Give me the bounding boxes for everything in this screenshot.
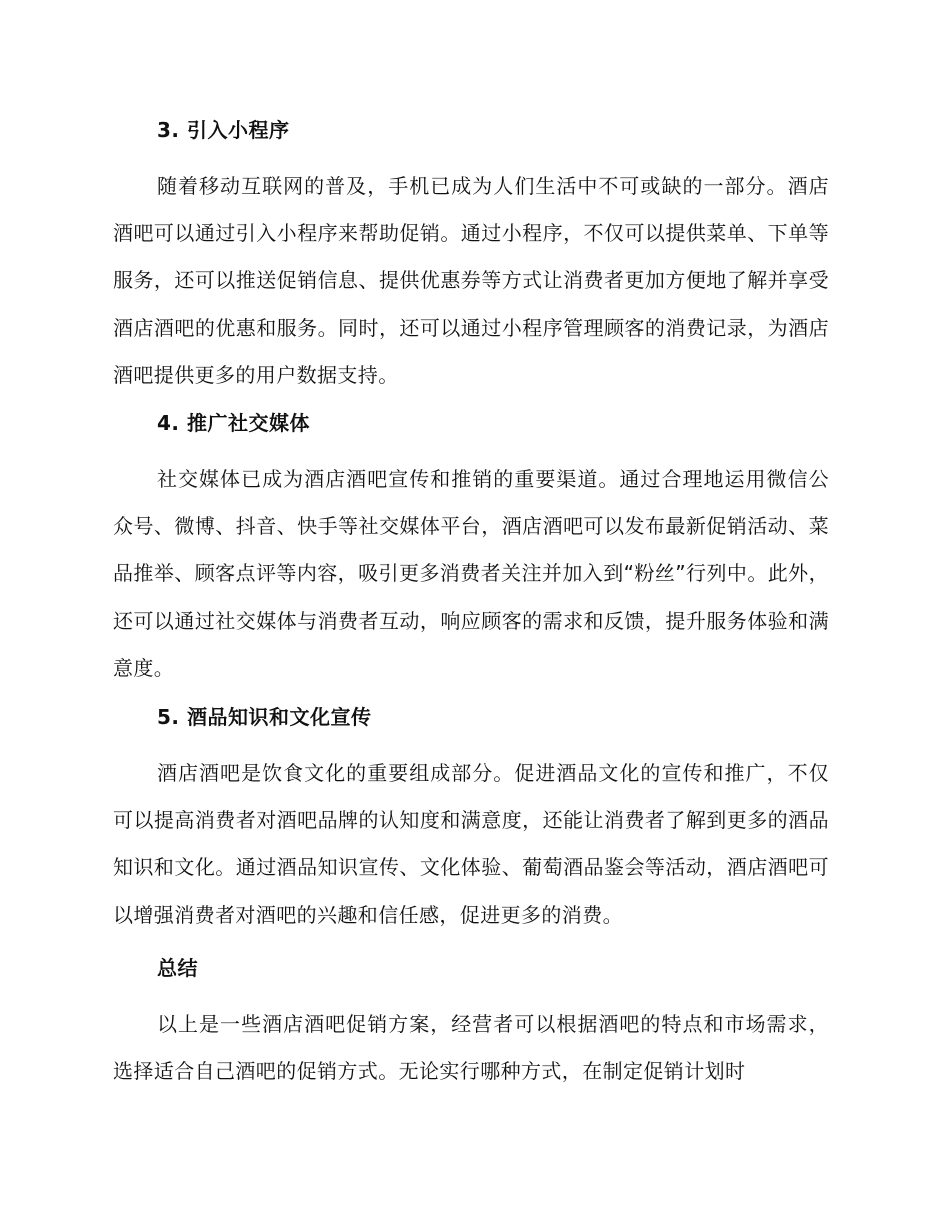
section-heading-social-media: 4. 推广社交媒体 xyxy=(157,411,310,435)
section-heading-mini-program: 3. 引入小程序 xyxy=(157,118,290,142)
section-heading-wine-culture: 5. 酒品知识和文化宣传 xyxy=(157,705,372,729)
section-paragraph-social-media: 社交媒体已成为酒店酒吧宣传和推销的重要渠道。通过合理地运用微信公众号、微博、抖音、快手等社交媒体平台，酒店酒吧可以发布最新促销活动、菜品推举、顾客点评等内容，吸引更多消费者关注并加入到“粉丝”行列中。此外，还可以通过社交媒体与消费者互动，响应顾客的需求和反馈，提升服务体验和满意度。 xyxy=(113,467,829,680)
section-paragraph-wine-culture: 酒店酒吧是饮食文化的重要组成部分。促进酒品文化的宣传和推广，不仅可以提高消费者对酒吧品牌的认知度和满意度，还能让消费者了解到更多的酒品知识和文化。通过酒品知识宣传、文化体验、葡萄酒品鉴会等活动，酒店酒吧可以增强消费者对酒吧的兴趣和信任感，促进更多的消费。 xyxy=(113,761,829,927)
section-heading-summary: 总结 xyxy=(157,956,198,980)
section-paragraph-summary: 以上是一些酒店酒吧促销方案，经营者可以根据酒吧的特点和市场需求，选择适合自己酒吧的促销方式。无论实行哪种方式，在制定促销计划时 xyxy=(113,1012,829,1084)
section-paragraph-mini-program: 随着移动互联网的普及，手机已成为人们生活中不可或缺的一部分。酒店酒吧可以通过引入小程序来帮助促销。通过小程序，不仅可以提供菜单、下单等服务，还可以推送促销信息、提供优惠券等方式让消费者更加方便地了解并享受酒店酒吧的优惠和服务。同时，还可以通过小程序管理顾客的消费记录，为酒店酒吧提供更多的用户数据支持。 xyxy=(113,174,829,387)
